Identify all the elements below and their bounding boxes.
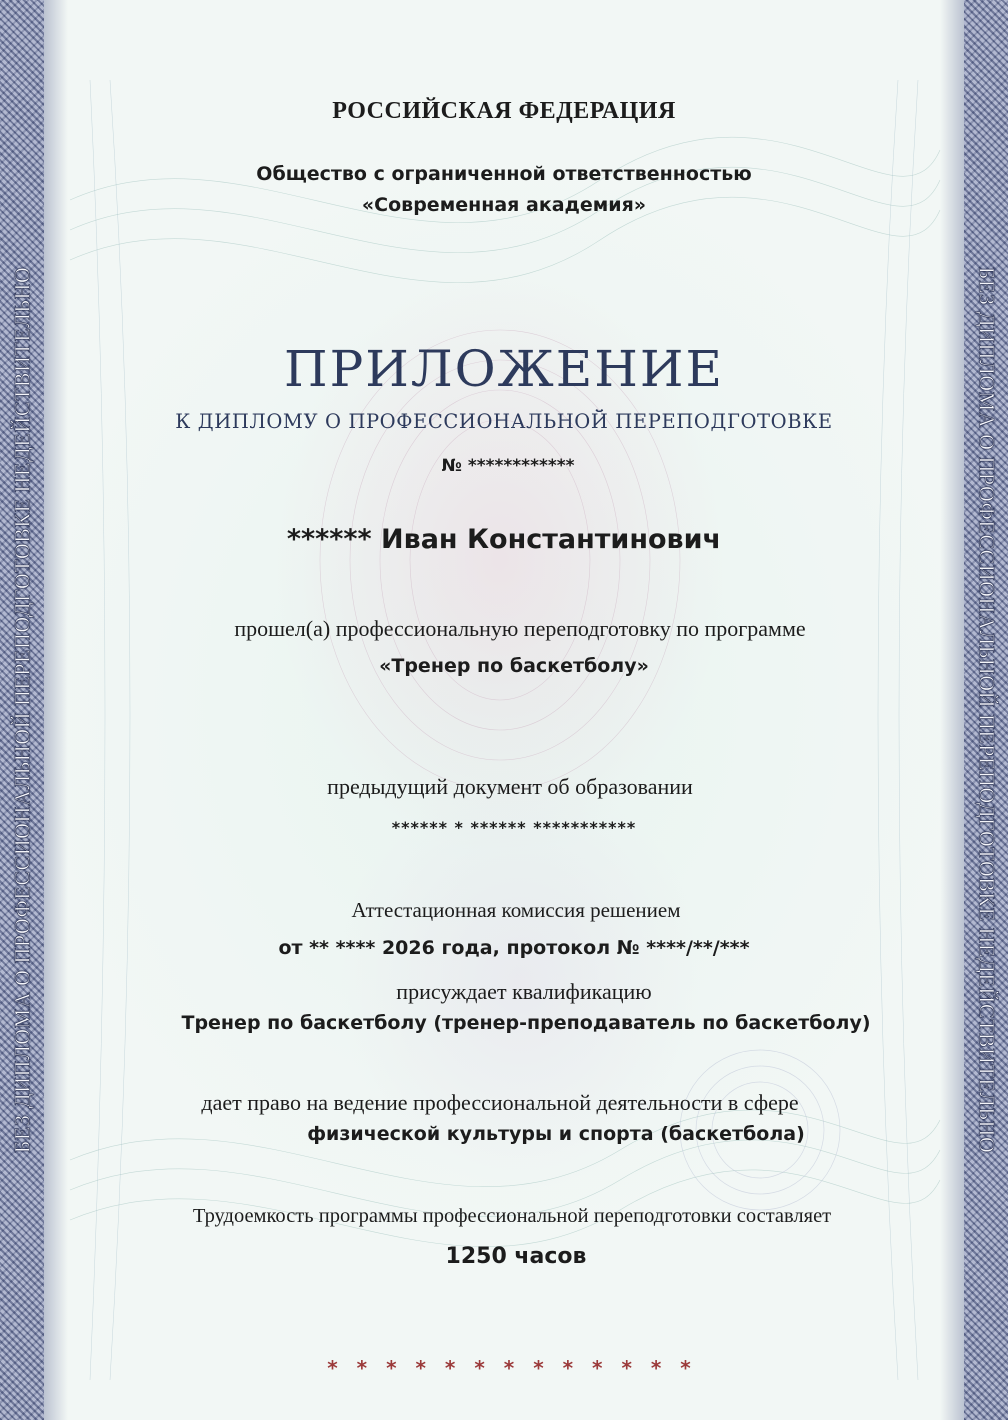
- organization-name: «Современная академия»: [361, 194, 647, 216]
- rights-value: физической культуры и спорта (баскетбола): [307, 1123, 805, 1145]
- document-number: № ************: [441, 456, 575, 476]
- commission-lead: Аттестационная комиссия решением: [351, 898, 681, 922]
- workload-value: 1250 часов: [445, 1244, 587, 1269]
- organization-type: Общество с ограниченной ответственностью: [256, 163, 752, 185]
- document-title: ПРИЛОЖЕНИЕ: [284, 340, 724, 398]
- qualification-value: Тренер по баскетболу (тренер-преподаватель по баскетболу): [181, 1012, 871, 1034]
- document-subtitle: К ДИПЛОМУ О ПРОФЕССИОНАЛЬНОЙ ПЕРЕПОДГОТОВКЕ: [175, 410, 833, 433]
- qualification-lead: присуждает квалификацию: [396, 979, 652, 1004]
- left-border-caption: [0, 0, 44, 1420]
- left-border-text: БЕЗ ДИПЛОМА О ПРОФЕССИОНАЛЬНОЙ ПЕРЕПОДГОТОВКЕ НЕДЕЙСТВИТЕЛЬНО: [9, 266, 34, 1154]
- serial-number: * * * * * * * * * * * * *: [327, 1356, 697, 1380]
- rights-lead: дает право на ведение профессиональной деятельности в сфере: [201, 1090, 799, 1115]
- commission-decision: от ** **** 2026 года, протокол № ****/**/***: [278, 937, 750, 959]
- workload-lead: Трудоемкость программы профессиональной переподготовки составляет: [192, 1205, 832, 1227]
- program-lead-text: прошел(а) профессиональную переподготовку по программе: [234, 616, 806, 641]
- right-border-text: БЕЗ ДИПЛОМА О ПРОФЕССИОНАЛЬНОЙ ПЕРЕПОДГОТОВКЕ НЕДЕЙСТВИТЕЛЬНО: [974, 266, 999, 1154]
- left-border-shading: [44, 0, 68, 1420]
- program-name: «Тренер по баскетболу»: [379, 655, 649, 677]
- country-name: РОССИЙСКАЯ ФЕДЕРАЦИЯ: [332, 98, 676, 124]
- previous-document-value: ****** * ****** ***********: [391, 818, 637, 837]
- holder-full-name: ****** Иван Константинович: [286, 524, 722, 555]
- previous-document-lead: предыдущий документ об образовании: [327, 774, 693, 799]
- right-border-caption: [964, 0, 1008, 1420]
